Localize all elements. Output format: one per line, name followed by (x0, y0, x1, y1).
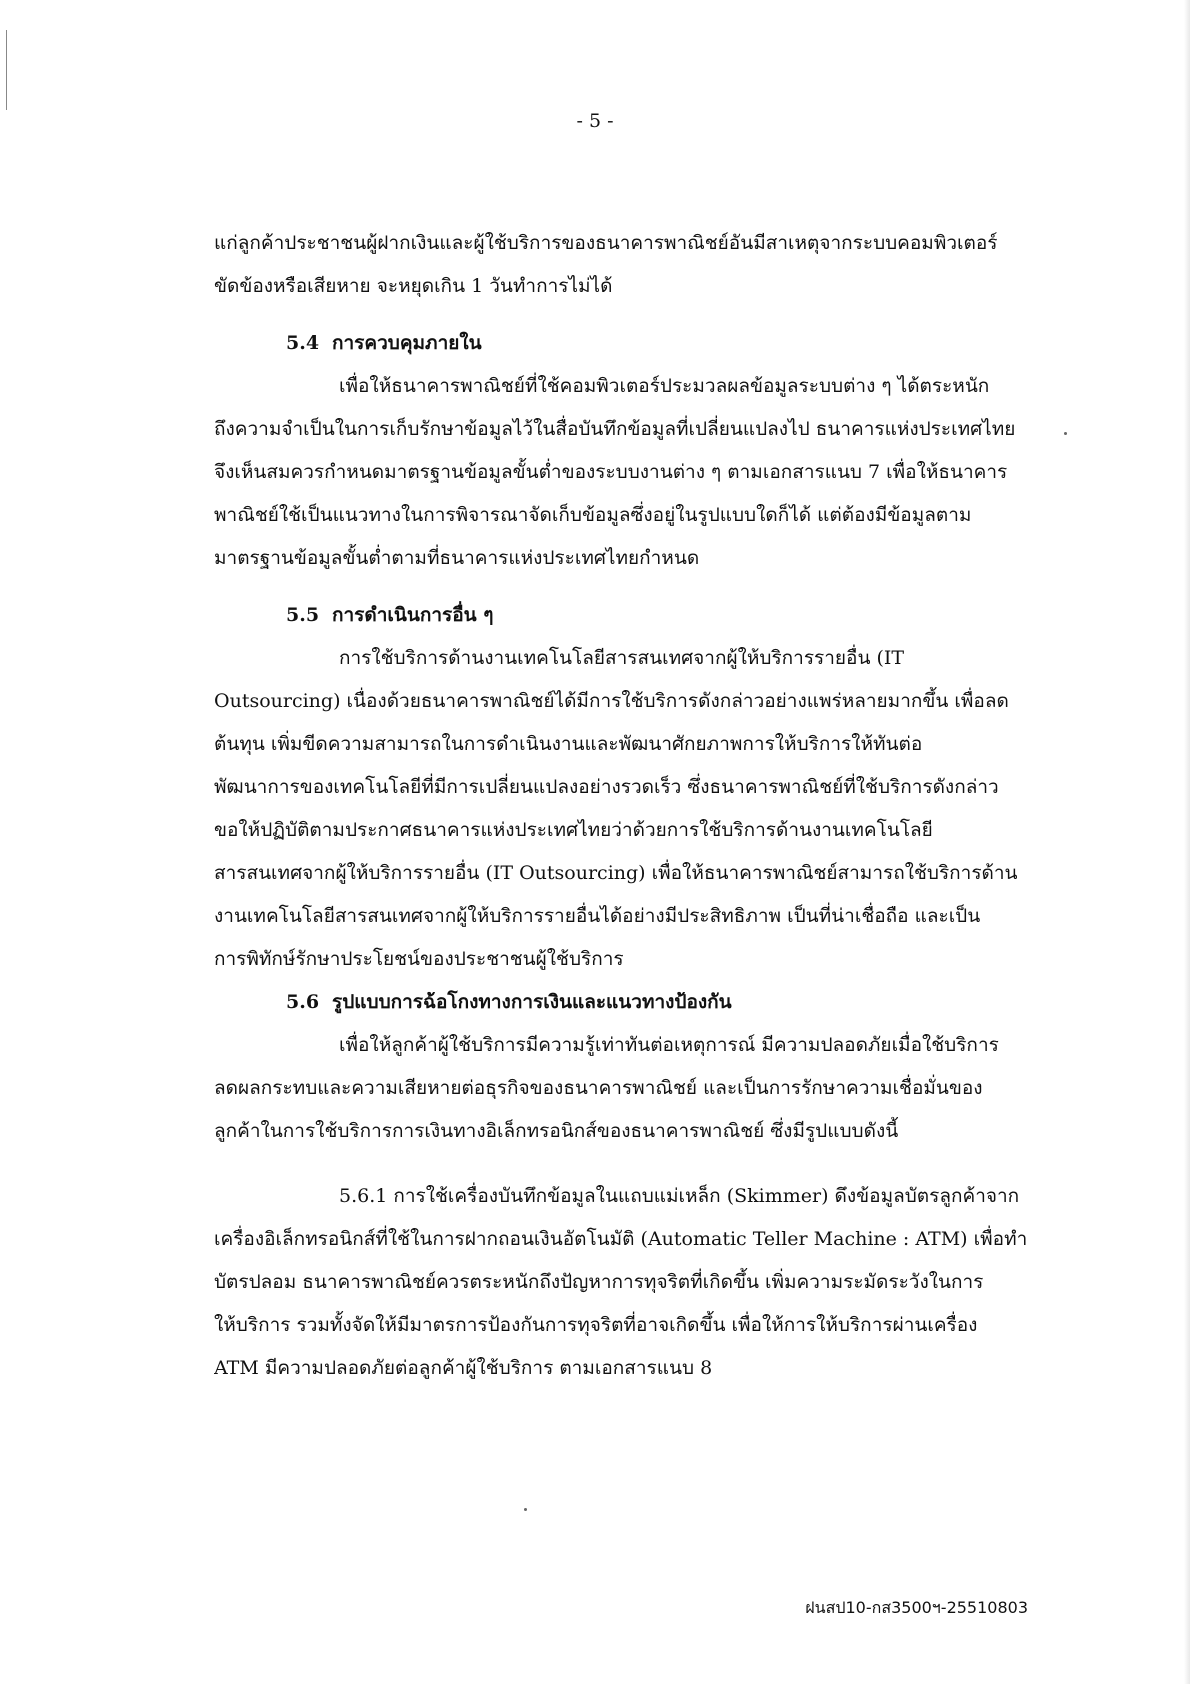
section-number: 5.4 (286, 332, 320, 354)
paragraph-line: จึงเห็นสมควรกำหนดมาตรฐานข้อมูลขั้นต่ำของระบบงานต่าง ๆ ตามเอกสารแนบ 7 เพื่อให้ธนาคาร (214, 461, 1008, 483)
paragraph-line: ขอให้ปฏิบัติตามประกาศธนาคารแห่งประเทศไทยว่าด้วยการใช้บริการด้านงานเทคโนโลยี (214, 819, 933, 841)
section-heading-5-5 (214, 594, 1038, 637)
page-number: - 5 - (576, 110, 614, 132)
subsection-line: บัตรปลอม ธนาคารพาณิชย์ควรตระหนักถึงปัญหาการทุจริตที่เกิดขึ้น เพิ่มความระมัดระวังในการ (214, 1271, 984, 1293)
paragraph-line: เพื่อให้ธนาคารพาณิชย์ที่ใช้คอมพิวเตอร์ประมวลผลข้อมูลระบบต่าง ๆ ได้ตระหนัก (339, 375, 990, 397)
section-number: 5.6 (286, 991, 320, 1013)
section-number: 5.5 (286, 604, 320, 626)
paragraph-line: ขัดข้องหรือเสียหาย จะหยุดเกิน 1 วันทำการไม่ได้ (214, 275, 613, 297)
paragraph-line: เพื่อให้ลูกค้าผู้ใช้บริการมีความรู้เท่าทันต่อเหตุการณ์ มีความปลอดภัยเมื่อใช้บริการ (339, 1034, 999, 1056)
section-title: รูปแบบการฉ้อโกงทางการเงินและแนวทางป้องกัน (332, 991, 732, 1013)
section-heading-5-6 (214, 981, 1038, 1024)
subsection-line: ให้บริการ รวมทั้งจัดให้มีมาตรการป้องกันการทุจริตที่อาจเกิดขึ้น เพื่อให้การให้บริการผ่านเครื่อง (214, 1314, 978, 1336)
paragraph-line: ลดผลกระทบและความเสียหายต่อธุรกิจของธนาคารพาณิชย์ และเป็นการรักษาความเชื่อมั่นของ (214, 1077, 983, 1099)
section-title: การควบคุมภายใน (332, 332, 482, 354)
scan-edge-shadow (1184, 0, 1190, 1684)
document-code: ฝนสป10-กส3500ฯ-25510803 (805, 1598, 1028, 1617)
scan-speck (524, 1508, 527, 1511)
body-text (214, 222, 1038, 1390)
section-heading-5-4 (214, 322, 1038, 365)
paragraph-line: แก่ลูกค้าประชาชนผู้ฝากเงินและผู้ใช้บริการของธนาคารพาณิชย์อันมีสาเหตุจากระบบคอมพิวเตอร์ (214, 232, 998, 254)
paragraph-line: สารสนเทศจากผู้ให้บริการรายอื่น (IT Outsourcing) เพื่อให้ธนาคารพาณิชย์สามารถใช้บริการด้าน (214, 862, 1018, 884)
scan-speck (1064, 432, 1067, 435)
subsection-line: เครื่องอิเล็กทรอนิกส์ที่ใช้ในการฝากถอนเงินอัตโนมัติ (Automatic Teller Machine : ATM) เพื่อทำ (214, 1228, 1028, 1250)
section-title: การดำเนินการอื่น ๆ (332, 604, 494, 626)
subsection-line: 5.6.1 การใช้เครื่องบันทึกข้อมูลในแถบแม่เหล็ก (Skimmer) ดึงข้อมูลบัตรลูกค้าจาก (339, 1185, 1020, 1207)
paragraph-line: งานเทคโนโลยีสารสนเทศจากผู้ให้บริการรายอื่นได้อย่างมีประสิทธิภาพ เป็นที่น่าเชื่อถือ และเป็น (214, 905, 981, 927)
paragraph-line: Outsourcing) เนื่องด้วยธนาคารพาณิชย์ได้มีการใช้บริการดังกล่าวอย่างแพร่หลายมากขึ้น เพื่อลด (214, 690, 1009, 712)
paragraph-line: การพิทักษ์รักษาประโยชน์ของประชาชนผู้ใช้บริการ (214, 948, 624, 970)
paragraph-line: การใช้บริการด้านงานเทคโนโลยีสารสนเทศจากผู้ให้บริการรายอื่น (IT (339, 647, 905, 669)
paragraph-line: ต้นทุน เพิ่มขีดความสามารถในการดำเนินงานและพัฒนาศักยภาพการให้บริการให้ทันต่อ (214, 733, 923, 755)
paragraph-line: มาตรฐานข้อมูลขั้นต่ำตามที่ธนาคารแห่งประเทศไทยกำหนด (214, 547, 700, 569)
paragraph-line: พาณิชย์ใช้เป็นแนวทางในการพิจารณาจัดเก็บข้อมูลซึ่งอยู่ในรูปแบบใดก็ได้ แต่ต้องมีข้อมูลตาม (214, 504, 972, 526)
paragraph-line: พัฒนาการของเทคโนโลยีที่มีการเปลี่ยนแปลงอย่างรวดเร็ว ซึ่งธนาคารพาณิชย์ที่ใช้บริการดังกล่าว (214, 776, 999, 798)
paragraph-line: ลูกค้าในการใช้บริการการเงินทางอิเล็กทรอนิกส์ของธนาคารพาณิชย์ ซึ่งมีรูปแบบดังนี้ (214, 1120, 899, 1142)
paragraph-line: ถึงความจำเป็นในการเก็บรักษาข้อมูลไว้ในสื่อบันทึกข้อมูลที่เปลี่ยนแปลงไป ธนาคารแห่งประเทศไทย (214, 418, 1016, 440)
subsection-line: ATM มีความปลอดภัยต่อลูกค้าผู้ใช้บริการ ตามเอกสารแนบ 8 (214, 1357, 713, 1379)
scan-edge-mark (6, 30, 7, 110)
